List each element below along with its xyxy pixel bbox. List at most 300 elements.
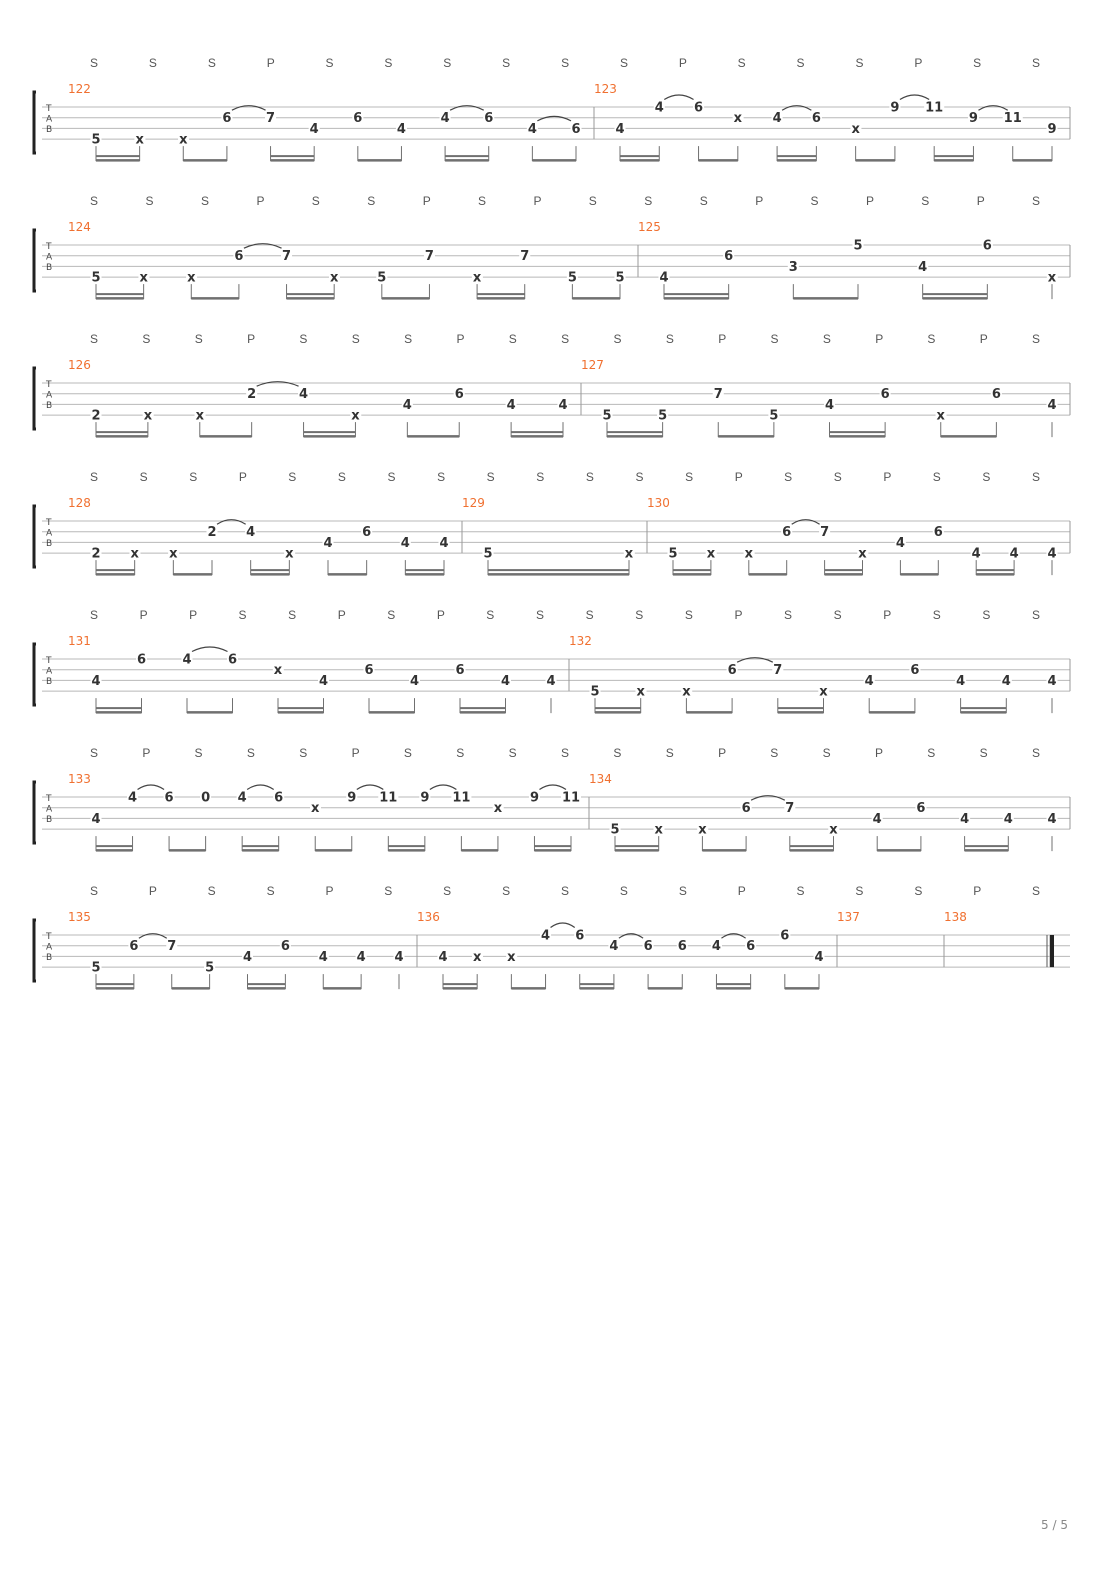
slur-arc — [232, 106, 266, 111]
beam — [460, 711, 506, 714]
beam-secondary — [595, 707, 641, 709]
fret-number: 6 — [364, 663, 374, 679]
sp-labels: S P P S S P S P S S S S S P S S P S S S — [90, 608, 1041, 622]
tab-clef-letter: B — [46, 677, 53, 687]
beam — [785, 987, 819, 990]
slur-arc — [257, 382, 299, 387]
fret-number: x — [507, 949, 516, 965]
fret-number: 6 — [136, 652, 147, 668]
fret-number: 6 — [362, 525, 372, 541]
fret-number: x — [179, 132, 188, 148]
fret-number: 4 — [956, 673, 966, 689]
fret-number: 4 — [128, 790, 138, 806]
beam — [187, 711, 233, 714]
slur-arc — [192, 647, 228, 652]
sp-labels: S P S S S P S S S S S S P S S P S S S — [90, 746, 1041, 760]
fret-number: 6 — [222, 111, 232, 127]
fret-number: x — [139, 270, 148, 286]
fret-number: 4 — [182, 652, 192, 668]
slur-arc — [721, 934, 745, 939]
fret-number: 4 — [396, 121, 406, 137]
fret-number: 4 — [609, 939, 619, 955]
measure-number: 136 — [417, 910, 440, 924]
fret-number: 5 — [91, 270, 101, 286]
fret-number: 9 — [968, 111, 978, 127]
tab-system — [34, 56, 1070, 162]
beam — [445, 159, 489, 162]
tab-clef-letter: B — [46, 815, 53, 825]
slur-arc — [537, 116, 571, 121]
tab-clef-letter: T — [46, 242, 52, 252]
beam-secondary — [445, 155, 489, 157]
slur-arc — [900, 95, 929, 100]
slur-arc — [737, 658, 773, 663]
tab-clef-letter: A — [46, 804, 53, 815]
fret-number: 4 — [1047, 546, 1057, 562]
beam-secondary — [477, 293, 525, 295]
beam — [825, 573, 863, 576]
beam-secondary — [488, 569, 629, 571]
fret-number: 4 — [895, 535, 905, 551]
tab-system — [34, 608, 1070, 714]
beam — [572, 297, 620, 300]
fret-number: 6 — [724, 249, 734, 265]
fret-number: 4 — [527, 121, 537, 137]
fret-number: x — [135, 132, 144, 148]
fret-number: x — [654, 822, 663, 838]
fret-number: 4 — [960, 811, 970, 827]
fret-number: 11 — [561, 790, 581, 806]
slur-arc — [244, 244, 282, 249]
fret-number: 4 — [772, 111, 782, 127]
beam-secondary — [673, 569, 711, 571]
fret-number: 6 — [280, 939, 290, 955]
fret-number: x — [733, 111, 743, 127]
fret-number: 4 — [814, 949, 824, 965]
fret-number: 4 — [541, 928, 551, 944]
beam — [877, 849, 921, 852]
system-bracket — [34, 920, 36, 981]
system-bracket — [34, 230, 36, 291]
beam — [358, 159, 402, 162]
slur-arc — [138, 785, 165, 790]
beam — [673, 573, 711, 576]
slur-arc — [751, 796, 785, 801]
beam — [664, 297, 729, 300]
beam — [532, 159, 576, 162]
fret-number: 11 — [379, 790, 398, 806]
fret-number: 6 — [643, 939, 653, 955]
beam — [718, 435, 774, 438]
fret-number: 4 — [1009, 546, 1019, 562]
fret-number: 4 — [654, 100, 664, 116]
beam — [315, 849, 352, 852]
beam-secondary — [96, 569, 135, 571]
system-bracket — [34, 644, 36, 705]
measure-number: 125 — [638, 220, 661, 234]
tab-clef-letter: T — [46, 380, 52, 390]
fret-number: 6 — [677, 939, 687, 955]
fret-number: 6 — [353, 111, 363, 127]
page-number: 5 / 5 — [1041, 1518, 1068, 1532]
measure-number: 133 — [68, 772, 91, 786]
beam-secondary — [664, 293, 729, 295]
fret-number: x — [143, 408, 153, 424]
fret-number: x — [819, 684, 828, 700]
beam-secondary — [716, 983, 750, 985]
fret-number: 5 — [91, 960, 101, 976]
beam — [96, 711, 142, 714]
fret-number: 11 — [452, 790, 471, 806]
fret-number: 6 — [454, 387, 464, 403]
tab-clef-letter: T — [46, 794, 52, 804]
slur-arc — [978, 106, 1007, 111]
system-bracket — [34, 368, 36, 429]
beam — [934, 159, 973, 162]
fret-number: 6 — [982, 238, 992, 254]
measure-number: 135 — [68, 910, 91, 924]
beam-secondary — [607, 431, 663, 433]
fret-number: x — [351, 408, 360, 424]
fret-number: 6 — [575, 928, 585, 944]
tab-clef-letter: T — [46, 656, 52, 666]
beam — [778, 711, 824, 714]
beam — [271, 159, 315, 162]
beam-secondary — [615, 845, 659, 847]
beam-secondary — [242, 845, 279, 847]
tab-clef-letter: B — [46, 125, 53, 135]
tab-clef-letter: T — [46, 104, 52, 114]
fret-number: 4 — [318, 949, 328, 965]
beam-secondary — [278, 707, 324, 709]
beam — [620, 159, 659, 162]
tab-clef-letter: B — [46, 539, 53, 549]
fret-number: 7 — [520, 249, 530, 265]
fret-number: 9 — [529, 790, 539, 806]
fret-number: 4 — [242, 949, 253, 965]
slur-arc — [619, 934, 643, 939]
fret-number: 4 — [246, 525, 256, 541]
fret-number: 5 — [668, 546, 678, 562]
tab-clef-letter: A — [46, 252, 53, 263]
fret-number: 6 — [741, 801, 751, 817]
final-barline-thick — [1050, 935, 1054, 967]
tab-clef-letter: B — [46, 401, 53, 411]
slur-arc — [792, 520, 820, 525]
beam — [388, 849, 425, 852]
beam — [749, 573, 787, 576]
measure-number: 131 — [68, 634, 91, 648]
slur-arc — [664, 95, 693, 100]
beam — [382, 297, 430, 300]
beam — [900, 573, 938, 576]
slur-arc — [357, 785, 384, 790]
fret-number: 9 — [1047, 121, 1057, 137]
fret-number: 4 — [864, 673, 874, 689]
tab-clef-letter: A — [46, 666, 53, 677]
fret-number: 4 — [91, 811, 101, 827]
tab-clef-letter: A — [46, 114, 53, 125]
beam — [248, 987, 286, 990]
beam — [405, 573, 444, 576]
measure-number: 123 — [594, 82, 617, 96]
beam-secondary — [511, 431, 563, 433]
fret-number: 4 — [500, 673, 511, 689]
slur-arc — [551, 923, 575, 928]
fret-number: 3 — [788, 259, 798, 275]
fret-number: x — [285, 546, 294, 562]
sp-labels: S S S P S S S P S S S S P S S P S P S — [90, 332, 1040, 346]
measure-number: 129 — [462, 496, 485, 510]
fret-number: 2 — [247, 387, 257, 403]
beam — [287, 297, 335, 300]
fret-number: 4 — [400, 535, 410, 551]
fret-number: 2 — [91, 408, 101, 424]
fret-number: x — [682, 684, 691, 700]
fret-number: 6 — [910, 663, 920, 679]
fret-number: 9 — [420, 790, 430, 806]
beam-secondary — [976, 569, 1014, 571]
beam-secondary — [96, 845, 133, 847]
fret-number: x — [493, 801, 503, 817]
fret-number: x — [329, 270, 339, 286]
measure-number: 130 — [647, 496, 670, 510]
beam — [96, 435, 148, 438]
beam — [191, 297, 239, 300]
fret-number: 4 — [872, 811, 882, 827]
fret-number: 4 — [318, 673, 329, 689]
fret-number: x — [851, 121, 860, 137]
system-bracket — [34, 506, 36, 567]
beam — [96, 159, 140, 162]
beam — [169, 849, 206, 852]
fret-number: 4 — [91, 673, 101, 689]
fret-number: 4 — [971, 546, 981, 562]
beam-secondary — [96, 293, 144, 295]
fret-number: 6 — [694, 100, 704, 116]
beam — [242, 849, 279, 852]
fret-number: 6 — [811, 111, 821, 127]
fret-number: x — [858, 546, 867, 562]
measure-number: 128 — [68, 496, 91, 510]
fret-number: x — [1047, 270, 1057, 286]
fret-number: 7 — [282, 249, 292, 265]
beam — [830, 435, 886, 438]
sp-labels: S S S P S S P S P S S S P S P S P S — [90, 194, 1040, 208]
tab-clef-letter: T — [46, 932, 52, 942]
measure-number: 122 — [68, 82, 91, 96]
fret-number: 4 — [615, 121, 625, 137]
beam-secondary — [388, 845, 425, 847]
fret-number: 5 — [567, 270, 577, 286]
fret-number: 7 — [785, 801, 795, 817]
fret-number: 7 — [820, 525, 830, 541]
fret-number: 4 — [299, 387, 309, 403]
beam-secondary — [248, 983, 286, 985]
measure-number: 127 — [581, 358, 604, 372]
fret-number: 4 — [440, 111, 450, 127]
fret-number: x — [636, 684, 645, 700]
beam — [869, 711, 915, 714]
fret-number: 4 — [1047, 811, 1057, 827]
tab-system — [34, 884, 1070, 990]
fret-number: 4 — [546, 673, 556, 689]
beam — [686, 711, 732, 714]
fret-number: 7 — [266, 111, 276, 127]
fret-number: 9 — [890, 100, 900, 116]
fret-number: 5 — [205, 960, 215, 976]
fret-number: x — [311, 801, 320, 817]
fret-number: 7 — [713, 387, 723, 403]
beam — [173, 573, 212, 576]
tab-clef-letter: T — [46, 518, 52, 528]
beam-secondary — [580, 983, 614, 985]
beam — [580, 987, 614, 990]
fret-number: 6 — [991, 387, 1001, 403]
tab-system — [34, 746, 1070, 852]
fret-number: 6 — [780, 928, 790, 944]
beam-secondary — [460, 707, 506, 709]
fret-number: 4 — [1047, 397, 1057, 413]
beam — [461, 849, 498, 852]
beam — [369, 711, 415, 714]
beam — [716, 987, 750, 990]
fret-number: x — [195, 408, 204, 424]
slur-arc — [539, 785, 566, 790]
beam — [477, 297, 525, 300]
beam-secondary — [778, 707, 824, 709]
fret-number: x — [829, 822, 838, 838]
fret-number: 6 — [916, 801, 926, 817]
beam — [961, 711, 1007, 714]
fret-number: x — [744, 546, 753, 562]
beam — [923, 297, 988, 300]
beam-secondary — [251, 569, 290, 571]
beam — [595, 711, 641, 714]
sp-labels: S S S P S S S S S S S S S P S S P S S S — [90, 470, 1040, 484]
beam-secondary — [96, 431, 148, 433]
fret-number: 2 — [91, 546, 101, 562]
beam — [96, 849, 133, 852]
beam — [793, 297, 858, 300]
beam-secondary — [271, 155, 315, 157]
fret-number: 6 — [129, 939, 139, 955]
fret-number: 4 — [309, 121, 319, 137]
sp-labels: S P S S P S S S S S S P S S S P S — [90, 884, 1040, 898]
fret-number: 4 — [1047, 673, 1057, 689]
beam-secondary — [96, 983, 134, 985]
fret-number: 4 — [824, 397, 835, 413]
beam-secondary — [405, 569, 444, 571]
tab-system — [34, 194, 1070, 300]
fret-number: 2 — [207, 525, 217, 541]
fret-number: 4 — [1003, 811, 1013, 827]
fret-number: 4 — [918, 259, 928, 275]
fret-number: 7 — [167, 939, 177, 955]
fret-number: 11 — [925, 100, 944, 116]
beam-secondary — [965, 845, 1009, 847]
fret-number: x — [273, 663, 283, 679]
fret-number: 4 — [323, 535, 333, 551]
fret-number: 4 — [711, 939, 721, 955]
beam — [304, 435, 356, 438]
fret-number: x — [472, 270, 482, 286]
fret-number: 4 — [1001, 673, 1011, 689]
tab-clef-letter: B — [46, 953, 53, 963]
beam — [488, 573, 629, 576]
measure-number: 132 — [569, 634, 592, 648]
beam — [965, 849, 1009, 852]
beam-secondary — [961, 707, 1007, 709]
fret-number: 4 — [439, 535, 449, 551]
fret-number: 6 — [727, 663, 737, 679]
fret-number: 5 — [658, 408, 668, 424]
beam-secondary — [96, 155, 140, 157]
fret-number: x — [472, 949, 482, 965]
beam — [172, 987, 210, 990]
beam — [856, 159, 895, 162]
fret-number: 5 — [615, 270, 625, 286]
fret-number: 4 — [402, 397, 412, 413]
beam — [183, 159, 227, 162]
beam — [96, 987, 134, 990]
sp-labels: S S S P S S S S S S P S S S P S S — [90, 56, 1040, 70]
beam — [407, 435, 459, 438]
slur-arc — [450, 106, 484, 111]
tab-system — [34, 470, 1070, 576]
fret-number: 7 — [773, 663, 783, 679]
fret-number: 6 — [782, 525, 792, 541]
beam — [615, 849, 659, 852]
fret-number: 4 — [237, 790, 247, 806]
measure-number: 134 — [589, 772, 612, 786]
tab-system — [34, 332, 1070, 438]
fret-number: 5 — [377, 270, 387, 286]
tab-clef-letter: B — [46, 263, 53, 273]
beam — [648, 987, 682, 990]
beam — [607, 435, 663, 438]
fret-number: 5 — [590, 684, 600, 700]
fret-number: 4 — [506, 397, 516, 413]
beam-secondary — [443, 983, 477, 985]
beam — [777, 159, 816, 162]
beam-secondary — [534, 845, 571, 847]
fret-number: 6 — [455, 663, 465, 679]
beam — [278, 711, 324, 714]
fret-number: 6 — [484, 111, 494, 127]
beam — [1013, 159, 1052, 162]
beam-secondary — [304, 431, 356, 433]
beam — [328, 573, 367, 576]
beam — [511, 987, 545, 990]
system-bracket — [34, 92, 36, 153]
beam-secondary — [934, 155, 973, 157]
fret-number: 6 — [880, 387, 890, 403]
fret-number: 7 — [424, 249, 434, 265]
fret-number: x — [624, 546, 634, 562]
beam-secondary — [620, 155, 659, 157]
beam-secondary — [825, 569, 863, 571]
beam — [699, 159, 738, 162]
fret-number: 5 — [91, 132, 101, 148]
beam — [790, 849, 834, 852]
fret-number: x — [130, 546, 139, 562]
slur-arc — [430, 785, 457, 790]
fret-number: 6 — [746, 939, 756, 955]
fret-number: 6 — [274, 790, 284, 806]
fret-number: x — [698, 822, 707, 838]
beam — [323, 987, 361, 990]
